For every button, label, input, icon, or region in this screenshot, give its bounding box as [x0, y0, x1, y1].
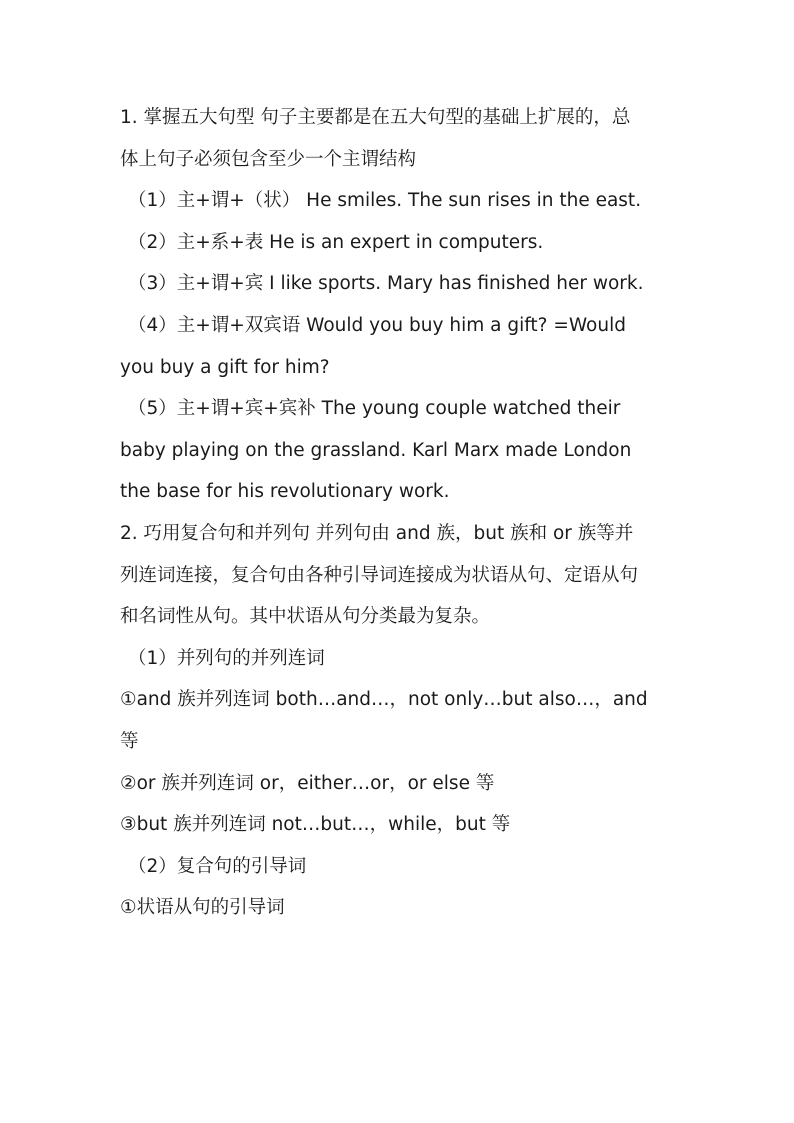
pattern-1: （1）主+谓+（状） He smiles. The sun rises in the east. — [128, 190, 642, 212]
section-2-heading-cont-1: 列连词连接，复合句由各种引导词连接成为状语从句、定语从句 — [120, 564, 639, 586]
pattern-4: （4）主+谓+双宾语 Would you buy him a gift? =Would — [128, 314, 626, 336]
section-1-heading: 1. 掌握五大句型 句子主要都是在五大句型的基础上扩展的，总 — [120, 107, 631, 128]
and-conjunctions-cont: 等 — [120, 730, 139, 752]
but-conjunctions: ③but 族并列连词 not…but…，while，but 等 — [120, 814, 511, 836]
pattern-2: （2）主+系+表 He is an expert in computers. — [128, 231, 544, 253]
pattern-4-cont: you buy a gift for him? — [120, 356, 330, 378]
pattern-5: （5）主+谓+宾+宾补 The young couple watched their — [128, 398, 621, 420]
section-2-heading: 2. 巧用复合句和并列句 并列句由 and 族，but 族和 or 族等并 — [120, 522, 634, 544]
section-1-heading-cont: 体上句子必须包含至少一个主谓结构 — [120, 148, 417, 170]
and-conjunctions: ①and 族并列连词 both…and…，not only…but also…，and — [120, 689, 648, 711]
pattern-5-cont-2: the base for his revolutionary work. — [120, 481, 450, 503]
or-conjunctions: ②or 族并列连词 or，either…or，or else 等 — [120, 772, 495, 794]
pattern-5-cont-1: baby playing on the grassland. Karl Marx made London — [120, 439, 632, 461]
pattern-3: （3）主+谓+宾 I like sports. Mary has finished her work. — [128, 273, 644, 295]
adverbial-clause-subordinators: ①状语从句的引导词 — [120, 897, 285, 919]
document-body — [120, 97, 680, 929]
subsection-subordinators: （2）复合句的引导词 — [128, 855, 307, 877]
subsection-coordinating: （1）并列句的并列连词 — [128, 647, 325, 669]
section-2-heading-cont-2: 和名词性从句。其中状语从句分类最为复杂。 — [120, 606, 491, 628]
